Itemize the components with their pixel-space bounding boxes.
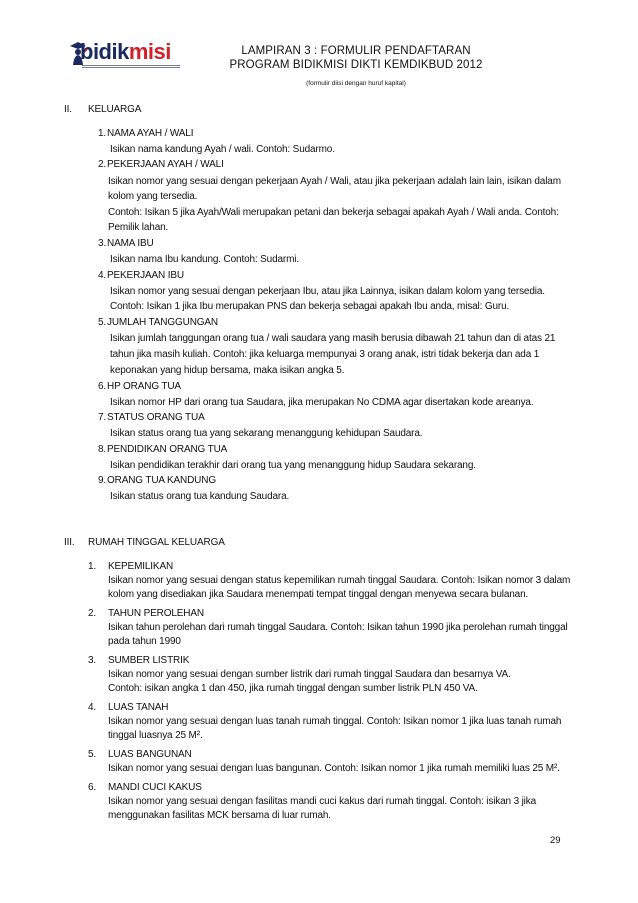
- item-description: pada tahun 1990: [108, 636, 181, 647]
- item-number: 4.: [98, 270, 107, 281]
- item-number: 3.: [88, 655, 97, 666]
- logo-wordmark: bidikmisi: [80, 39, 171, 64]
- item-description: Isikan nomor HP dari orang tua Saudara, jika merupakan No CDMA agar disertakan kode areanya.: [110, 397, 534, 408]
- item-description: Contoh: isikan angka 1 dan 450, jika rumah tinggal dengan sumber listrik PLN 450 VA.: [108, 683, 478, 694]
- logo-tagline-lines: [82, 65, 180, 68]
- item-title: PENDIDIKAN ORANG TUA: [107, 444, 228, 455]
- item-description: Isikan nama kandung Ayah / wali. Contoh: Sudarmo.: [110, 144, 335, 155]
- document-title: [196, 44, 516, 72]
- item-description: Isikan nama Ibu kandung. Contoh: Sudarmi.: [110, 254, 299, 265]
- bidikmisi-logo: [64, 36, 182, 82]
- item-description: Isikan nomor yang sesuai dengan fasilitas mandi cuci kakus dari rumah tinggal. Contoh: isikan 3 jika: [108, 796, 537, 807]
- item-description: Isikan nomor yang sesuai dengan status kepemilikan rumah tinggal Saudara. Contoh: Isikan nomor 3 dalam: [108, 575, 571, 586]
- item-description: Isikan pendidikan terakhir dari orang tua yang menanggung hidup Saudara sekarang.: [110, 460, 476, 471]
- item-description: Isikan nomor yang sesuai dengan pekerjaan Ayah / Wali, atau jika pekerjaan adalah lain lain, isikan dalam: [108, 176, 561, 187]
- item-title: STATUS ORANG TUA: [107, 412, 205, 423]
- item-title: NAMA IBU: [107, 238, 154, 249]
- item-number: 2.: [88, 608, 97, 619]
- item-description: Isikan nomor yang sesuai dengan sumber listrik dari rumah tinggal Saudara dan besarnya VA.: [108, 669, 511, 680]
- item-number: 4.: [88, 702, 97, 713]
- item-number: 5.: [98, 317, 107, 328]
- item-description: Isikan tahun perolehan dari rumah tinggal Saudara. Contoh: Isikan tahun 1990 jika perolehan rumah tinggal: [108, 622, 568, 633]
- item-number: 2.: [98, 159, 107, 170]
- item-description: Isikan status orang tua kandung Saudara.: [110, 491, 290, 502]
- item-title: NAMA AYAH / WALI: [107, 128, 194, 139]
- section-heading: KELUARGA: [88, 104, 142, 115]
- title-line-1: LAMPIRAN 3 : FORMULIR PENDAFTARAN: [241, 45, 471, 57]
- item-description: Isikan nomor yang sesuai dengan luas tanah rumah tinggal. Contoh: Isikan nomor 1 jika luas tanah rumah: [108, 716, 562, 727]
- item-number: 3.: [98, 238, 107, 249]
- title-line-2: PROGRAM BIDIKMISI DIKTI KEMDIKBUD 2012: [229, 59, 483, 71]
- form-note: (formulir diisi dengan huruf kapital): [306, 80, 406, 87]
- item-title: SUMBER LISTRIK: [108, 655, 190, 666]
- item-description: Contoh: Isikan 1 jika Ibu merupakan PNS dan bekerja sebagai apakah Ibu anda, misal: Guru.: [110, 301, 510, 312]
- item-title: TAHUN PEROLEHAN: [108, 608, 204, 619]
- section-number: III.: [64, 537, 75, 548]
- item-number: 8.: [98, 444, 107, 455]
- item-number: 1.: [98, 128, 107, 139]
- section-number: II.: [64, 104, 72, 115]
- item-number: 1.: [88, 561, 97, 572]
- item-title: HP ORANG TUA: [107, 381, 181, 392]
- item-number: 7.: [98, 412, 107, 423]
- item-title: PEKERJAAN AYAH / WALI: [107, 159, 224, 170]
- item-description: Contoh: Isikan 5 jika Ayah/Wali merupakan petani dan bekerja sebagai apakah Ayah / Wali anda. Contoh:: [108, 207, 559, 218]
- item-description: kolom yang tersedia.: [108, 191, 198, 202]
- item-description: Isikan nomor yang sesuai dengan pekerjaan Ibu, atau jika Lainnya, isikan dalam kolom yang tersedia.: [110, 286, 545, 297]
- item-description: Isikan status orang tua yang sekarang menanggung kehidupan Saudara.: [110, 428, 423, 439]
- item-number: 6.: [88, 782, 97, 793]
- item-description: keponakan yang hidup bersama, maka isikan angka 5.: [110, 365, 345, 376]
- item-title: LUAS BANGUNAN: [108, 749, 192, 760]
- item-title: JUMLAH TANGGUNGAN: [107, 317, 218, 328]
- item-description: Isikan nomor yang sesuai dengan luas bangunan. Contoh: Isikan nomor 1 jika rumah memiliki luas 25 M².: [108, 763, 560, 774]
- item-title: LUAS TANAH: [108, 702, 169, 713]
- item-description: tinggal luasnya 25 M².: [108, 730, 203, 741]
- item-number: 6.: [98, 381, 107, 392]
- page-number: 29: [550, 835, 561, 846]
- item-description: menggunakan fasilitas MCK bersama di luar rumah.: [108, 810, 331, 821]
- item-title: ORANG TUA KANDUNG: [107, 475, 216, 486]
- item-title: PEKERJAAN IBU: [107, 270, 184, 281]
- item-description: Isikan jumlah tanggungan orang tua / wali saudara yang masih berusia dibawah 21 tahun dan di atas 21: [110, 333, 556, 344]
- item-title: KEPEMILIKAN: [108, 561, 174, 572]
- item-description: tahun jika masih kuliah. Contoh: jika keluarga mempunyai 3 orang anak, istri tidak bekerja dan ada 1: [110, 349, 540, 360]
- section-heading: RUMAH TINGGAL KELUARGA: [88, 537, 225, 548]
- item-title: MANDI CUCI KAKUS: [108, 782, 202, 793]
- item-description: kolom yang disediakan jika Saudara menempati tempat tinggal dengan menyewa secara bulanan.: [108, 589, 529, 600]
- item-number: 5.: [88, 749, 97, 760]
- item-description: Pemilik lahan.: [108, 222, 169, 233]
- item-number: 9.: [98, 475, 107, 486]
